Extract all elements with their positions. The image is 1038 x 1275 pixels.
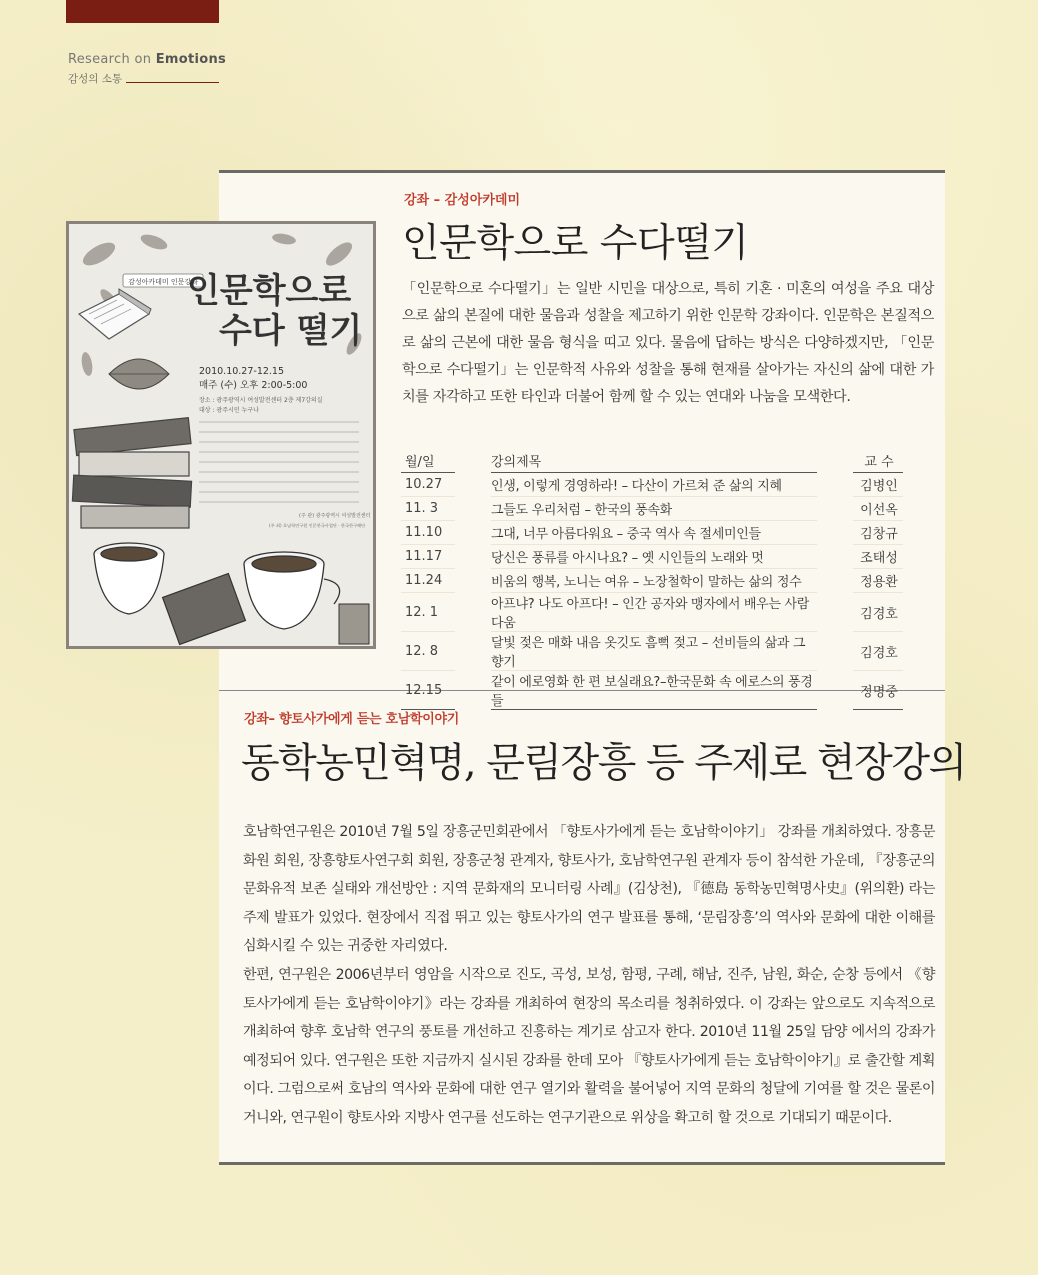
section1-title: 인문학으로 수다떨기 [402,221,749,266]
row-topic: 인생, 이렇게 경영하라! – 다산이 가르쳐 준 삶의 지혜 [491,473,817,497]
poster-title-line2: 수다 떨기 [219,311,363,351]
poster-place: 장소 : 광주광역시 여성발전센터 2층 제7강의실 [199,397,323,404]
table-row [401,497,903,521]
row-topic: 그들도 우리처럼 – 한국의 풍속화 [491,497,817,521]
table-header-row [401,450,903,473]
row-date: 11.17 [401,545,455,569]
poster-illustration [69,224,373,646]
poster-org: (주 최) 호남학연구원 인문한국사업단 · 한국한구패단 [269,523,366,528]
section2-paragraph-2: 한편, 연구원은 2006년부터 영암을 시작으로 진도, 곡성, 보성, 함평, 구례, 해남, 진주, 남원, 화순, 순창 등에서 《향토사가에게 듣는 호남학이야기》라는 강좌를 개최하여 현장의 목소리를 청취하였다. 이 강좌는 앞으로도 지속적으로 개최하여 향후 호남학 연구의 풍토를 개선하고 진흥하는 계기로 삼고자 한다. 2010년 11월 25일 담양 에서의 강좌가 예정되어 있다. 연구원은 또한 지금까지 실시된 강좌를 한데 모아 『향토사가에게 듣는 호남학이야기』로 출간할 계획이다. 그럼으로써 호남의 역사와 문화에 대한 연구 열기와 활력을 불어넣어 지역 문화의 청달에 기여를 할 것은 물론이거니와, 연구원이 향토사와 지방사 연구를 선도하는 연구기관으로 위상을 확고히 할 것으로 기대되기 때문이다. [243,966,935,1126]
table-row [401,521,903,545]
col-header-topic: 강의제목 [491,450,817,473]
table-row [401,593,903,632]
poster-time: 매주 (수) 오후 2:00-5:00 [199,380,308,391]
row-professor: 김병인 [853,473,903,497]
col-header-date: 월/일 [401,450,455,473]
row-date: 11.24 [401,569,455,593]
row-professor: 이선옥 [853,497,903,521]
section-header-english: Research on Emotions [68,52,227,67]
row-topic: 아프냐? 나도 아프다! – 인간 공자와 맹자에서 배우는 사람다움 [491,593,817,632]
table-row [401,671,903,710]
lecture-poster-image [66,221,376,649]
table-row [401,632,903,671]
poster-dates: 2010.10.27-12.15 [199,366,285,377]
table-row [401,473,903,497]
row-date: 12. 8 [401,632,455,671]
poster-badge: 감성아카데미 인문강좌 [128,278,198,286]
row-topic: 비움의 행복, 노니는 여유 – 노장철학이 말하는 삶의 정수 [491,569,817,593]
table-row [401,545,903,569]
table-row [401,569,903,593]
header-underline [126,82,219,83]
row-topic: 그대, 너무 아름다워요 – 중국 역사 속 절세미인들 [491,521,817,545]
poster-host: (주 관) 광주광역시 여성발전센터 [299,513,371,519]
row-professor: 정용환 [853,569,903,593]
row-professor: 김경호 [853,632,903,671]
poster-target: 대상 : 광주시민 누구나 [199,407,259,414]
section2-category: 강좌– 향토사가에게 듣는 호남학이야기 [244,712,460,727]
row-date: 10.27 [401,473,455,497]
section2-body [243,818,935,1133]
section1-body: 「인문학으로 수다떨기」는 일반 시민을 대상으로, 특히 기혼 · 미혼의 여성을 주요 대상으로 삶의 본질에 대한 물음과 성찰을 제고하기 위한 인문학 강좌이다. 인문학은 본질적으로 삶의 근본에 대한 물음 형식을 띠고 있다. 물음에 답하는 방식은 다양하겠지만, 「인문학으로 수다떨기」는 인문학적 사유와 성찰을 통해 현재를 살아가는 자신의 삶에 대한 가치를 자각하고 또한 타인과 더불어 함께 할 수 있는 연대와 나눔을 모색한다. [402,281,934,405]
row-topic: 같이 에로영화 한 편 보실래요?–한국문화 속 에로스의 풍경들 [491,671,817,710]
row-date: 12.15 [401,671,455,710]
row-date: 12. 1 [401,593,455,632]
row-topic: 달빛 젖은 매화 내음 옷깃도 흠뻑 젖고 – 선비들의 삶과 그 향기 [491,632,817,671]
row-professor: 정명중 [853,671,903,710]
row-professor: 조태성 [853,545,903,569]
row-professor: 김창규 [853,521,903,545]
top-color-bar [66,0,219,23]
section1-category: 강좌 – 감성아카데미 [404,193,521,208]
section2-title: 동학농민혁명, 문림장흥 등 주제로 현장강의 [241,740,966,786]
panel-bottom-rule [219,1162,945,1165]
section2-paragraph-1: 호남학연구원은 2010년 7월 5일 장흥군민회관에서 「향토사가에게 듣는 호남학이야기」 강좌를 개최하였다. 장흥문화원 회원, 장흥향토사연구회 회원, 장흥군청 관계자, 향토사가, 호남학연구원 관계자 등이 참석한 가운데, 『장흥군의 문화유적 보존 실태와 개선방안 : 지역 문화재의 모니터링 사례』(김상천), 『德島 동학농민혁명사史』(위의환) 라는 주제 발표가 있었다. 현장에서 직접 뛰고 있는 향토사가의 연구 발표를 통해, ‘문림장흥’의 역사와 문화에 대한 이해를 심화시킬 수 있는 귀중한 자리였다. [243,824,935,955]
lecture-schedule-table [401,450,903,710]
row-date: 11.10 [401,521,455,545]
panel-top-rule [219,170,945,173]
row-date: 11. 3 [401,497,455,521]
row-professor: 김경호 [853,593,903,632]
row-topic: 당신은 풍류를 아시나요? – 옛 시인들의 노래와 멋 [491,545,817,569]
col-header-professor: 교 수 [853,450,903,473]
poster-title-line1: 인문학으로 [187,271,352,311]
section-header-korean: 감성의 소통 [68,73,123,85]
